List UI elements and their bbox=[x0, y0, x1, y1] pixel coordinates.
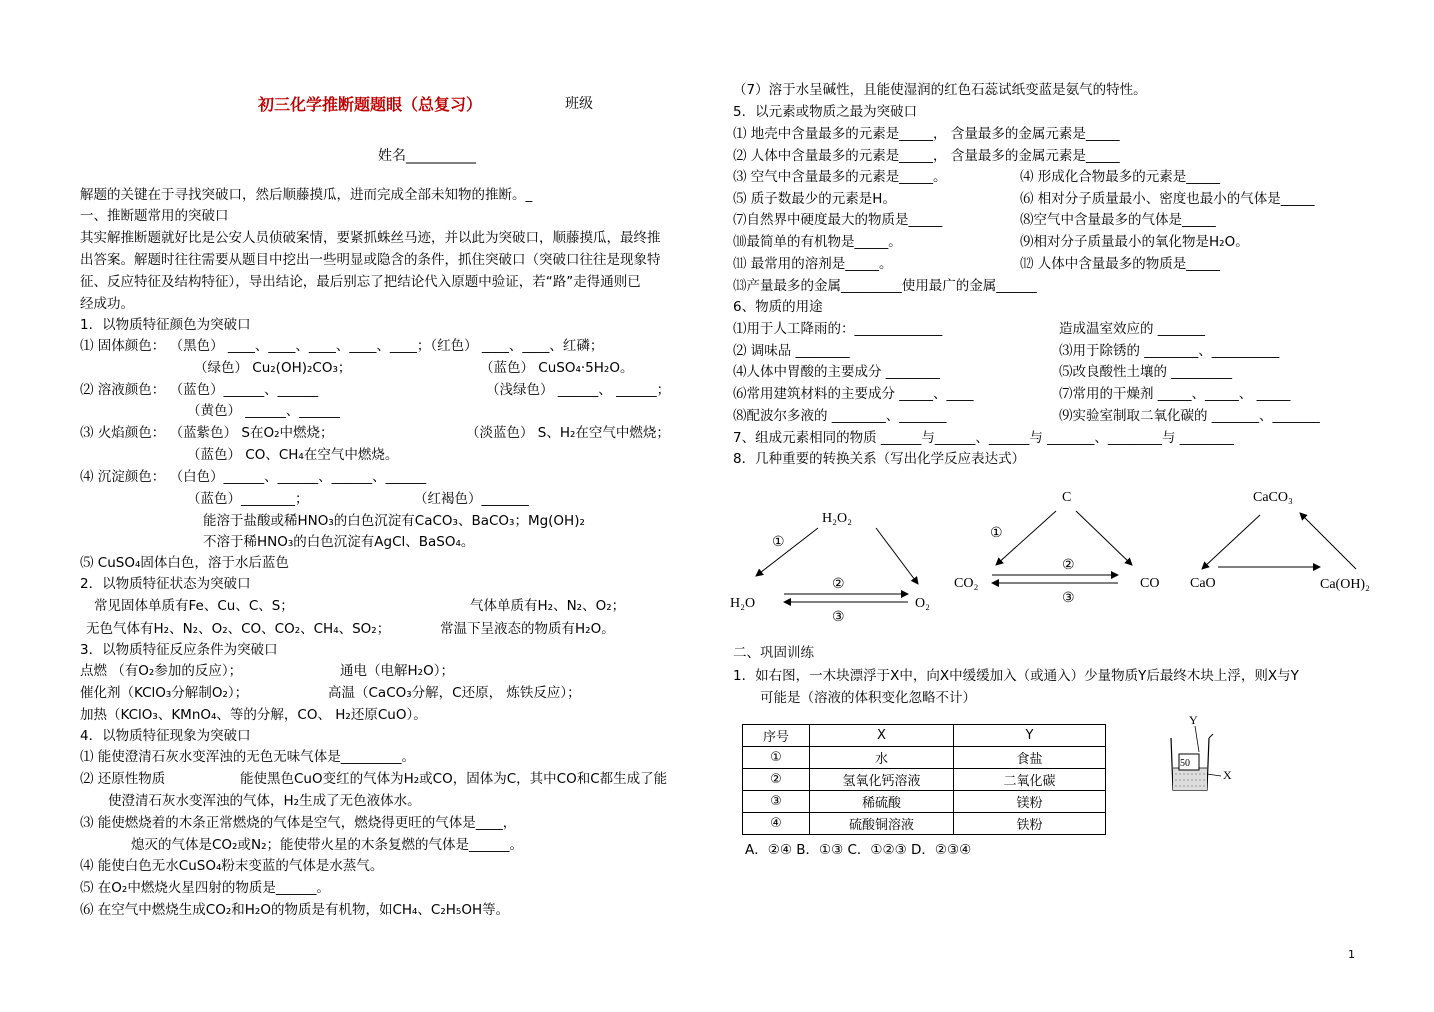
answer-options: A．②④ B．①③ C．①②③ D．②③④ bbox=[745, 842, 972, 858]
node-co: CO bbox=[1140, 576, 1160, 591]
table-cell: 铁粉 bbox=[954, 813, 1106, 835]
text-line: ⑹ 在空气中燃烧生成CO₂和H₂O的物质是有机物，如CH₄、C₂H₅OH等。 bbox=[80, 902, 510, 918]
text-line: 点燃 （有O₂参加的反应）； bbox=[80, 663, 243, 679]
table-cell: ③ bbox=[743, 791, 810, 813]
intro-line: 解题的关键在于寻找突破口，然后顺藤摸瓜，进而完成全部未知物的推断。_ bbox=[80, 187, 533, 203]
text-line: 不溶于稀HNO₃的白色沉淀有AgCl、BaSO₄。 bbox=[203, 534, 475, 550]
text-line: ⑶ 能使燃烧着的木条正常燃烧的气体是空气，燃烧得更旺的气体是____， bbox=[80, 815, 517, 831]
node-caoh2: Ca(OH)₂ bbox=[1320, 577, 1370, 592]
text-line: 其实解推断题就好比是公安人员侦破案情，要紧抓蛛丝马迹，并以此为突破口，顺藤摸瓜，最终推 bbox=[80, 230, 661, 246]
table-header-row bbox=[743, 725, 1106, 747]
text-line: ⑵ 还原性物质 bbox=[80, 771, 166, 787]
text-line: （黄色） ______、______ bbox=[187, 403, 340, 419]
label-x: X bbox=[1223, 768, 1232, 782]
label-3: ③ bbox=[1062, 591, 1075, 606]
section-heading: 一、推断题常用的突破口 bbox=[80, 208, 229, 224]
subsection-heading: 8．几种重要的转换关系（写出化学反应表达式） bbox=[733, 451, 1026, 467]
name-label: 姓名__________ bbox=[378, 148, 476, 164]
page-number: 1 bbox=[1348, 948, 1355, 961]
diagram-carbon bbox=[952, 485, 1172, 615]
text-line: ⑵ 溶液颜色： （蓝色）______、______ bbox=[80, 382, 319, 398]
text-line: ⑾ 最常用的溶剂是_____。 bbox=[733, 256, 893, 272]
text-line: 熄灭的气体是CO₂或N₂；能使带火星的木条复燃的气体是______。 bbox=[131, 837, 523, 853]
section-heading: 二、巩固训练 bbox=[733, 645, 814, 661]
table-cell: 稀硫酸 bbox=[810, 791, 954, 813]
text-line: ⑹ 相对分子质量最小、密度也最小的气体是_____ bbox=[1020, 191, 1315, 207]
text-line: 出答案。解题时往往需要从题目中挖出一些明显或隐含的条件，抓住突破口（突破口往往是现象特 bbox=[80, 252, 661, 268]
label-1: ① bbox=[772, 535, 785, 550]
table-cell: 二氧化碳 bbox=[954, 769, 1106, 791]
text-line: 常温下呈液态的物质有H₂O。 bbox=[440, 621, 615, 637]
text-line: 能溶于盐酸或稀HNO₃的白色沉淀有CaCO₃、BaCO₃；Mg(OH)₂ bbox=[203, 513, 585, 529]
text-line: 征、反应特征及结构特征），导出结论，最后别忘了把结论代入原题中验证，若“路”走得通则已 bbox=[80, 274, 641, 290]
text-line: ⑴ 能使澄清石灰水变浑浊的无色无味气体是_________。 bbox=[80, 749, 416, 765]
text-line: ⑸ CuSO₄固体白色，溶于水后蓝色 bbox=[80, 555, 289, 571]
table-row bbox=[743, 791, 1106, 813]
text-line: 常见固体单质有Fe、Cu、C、S； bbox=[94, 598, 294, 614]
table-cell: 镁粉 bbox=[954, 791, 1106, 813]
node-h2o2: H₂O₂ bbox=[822, 511, 852, 526]
text-line: 气体单质有H₂、N₂、O₂； bbox=[470, 598, 626, 614]
label-2: ② bbox=[832, 577, 845, 592]
node-caco3: CaCO₃ bbox=[1253, 490, 1293, 505]
text-line: ⑹常用建筑材料的主要成分 _____、____ bbox=[733, 386, 974, 402]
diagram-h2o2 bbox=[730, 500, 950, 630]
text-line: ⑴用于人工降雨的：_____________ bbox=[733, 321, 943, 337]
text-line: ⑷ 沉淀颜色： （白色）______、______、______、______ bbox=[80, 469, 427, 485]
text-line: ⑵ 调味品 ________ bbox=[733, 343, 850, 359]
label-1: ① bbox=[990, 526, 1003, 541]
table-row bbox=[743, 747, 1106, 769]
text-line: 高温（CaCO₃分解，C还原， 炼铁反应）； bbox=[328, 685, 581, 701]
node-c: C bbox=[1062, 490, 1072, 505]
question-line: 可能是（溶液的体积变化忽略不计） bbox=[760, 690, 976, 706]
text-line: ⑿ 人体中含量最多的物质是_____ bbox=[1020, 256, 1221, 272]
diagram-calcium bbox=[1188, 485, 1388, 605]
subsection-heading: 6、物质的用途 bbox=[733, 299, 823, 315]
table-header-cell: Y bbox=[954, 725, 1106, 747]
class-label: 班级 bbox=[565, 96, 593, 112]
text-line: ⒀产量最多的金属_________使用最广的金属______ bbox=[733, 278, 1037, 294]
node-co2: CO₂ bbox=[954, 576, 979, 591]
table-cell: 食盐 bbox=[954, 747, 1106, 769]
text-line: （浅绿色） ______、 ______； bbox=[486, 382, 671, 398]
question-line: 1．如右图，一木块漂浮于X中，向X中缓缓加入（或通入）少量物质Y后最终木块上浮，则X与Y bbox=[733, 668, 1299, 684]
text-line: ⑷ 形成化合物最多的元素是_____ bbox=[1020, 169, 1221, 185]
subsection-heading: 4．以物质特征现象为突破口 bbox=[80, 728, 251, 744]
node-cao: CaO bbox=[1190, 576, 1216, 591]
table-cell: ④ bbox=[743, 813, 810, 835]
text-line: ⑴ 地壳中含量最多的元素是_____， 含量最多的金属元素是_____ bbox=[733, 126, 1120, 142]
text-line: （绿色） Cu₂(OH)₂CO₃； bbox=[194, 360, 352, 376]
table-row bbox=[743, 769, 1106, 791]
text-line: ⑴ 固体颜色： （黑色） ____、____、____、____、____；（红色） ____、____、红磷； bbox=[80, 338, 604, 354]
text-line: （红褐色）_______ bbox=[414, 491, 529, 507]
text-line: 通电（电解H₂O）； bbox=[340, 663, 454, 679]
text-line: 7、组成元素相同的物质 ______与______、______与 _______、________与 ________ bbox=[733, 430, 1234, 446]
text-line: ⑼实验室制取二氧化碳的 _______、_______ bbox=[1059, 408, 1320, 424]
text-line: ⑷ 能使白色无水CuSO₄粉末变蓝的气体是水蒸气。 bbox=[80, 858, 384, 874]
text-line: 能使黑色CuO变红的气体为H₂或CO，固体为C，其中CO和C都生成了能 bbox=[240, 771, 668, 787]
subsection-heading: 1．以物质特征颜色为突破口 bbox=[80, 317, 251, 333]
table-header-cell: X bbox=[810, 725, 954, 747]
text-line: ⑵ 人体中含量最多的元素是_____， 含量最多的金属元素是_____ bbox=[733, 148, 1120, 164]
text-line: ⑼相对分子质量最小的氧化物是H₂O。 bbox=[1020, 234, 1249, 250]
beaker-mark: 50 bbox=[1180, 758, 1190, 769]
text-line: （蓝色） CO、CH₄在空气中燃烧。 bbox=[187, 447, 399, 463]
text-line: 加热（KClO₃、KMnO₄、等的分解，CO、 H₂还原CuO）。 bbox=[80, 707, 427, 723]
text-line: ⑻配波尔多液的 ________、_______ bbox=[733, 408, 947, 424]
text-line: ⑸ 在O₂中燃烧火星四射的物质是______。 bbox=[80, 880, 330, 896]
text-line: ⑻空气中含量最多的气体是_____ bbox=[1020, 212, 1216, 228]
text-line: ⑶ 火焰颜色： （蓝紫色） S在O₂中燃烧； bbox=[80, 425, 334, 441]
text-line: ⑽最简单的有机物是_____。 bbox=[733, 234, 902, 250]
table-cell: ① bbox=[743, 747, 810, 769]
text-line: ⑺常用的干燥剂 _____、_____、 _____ bbox=[1059, 386, 1291, 402]
text-line: 经成功。 bbox=[80, 296, 134, 312]
page-title: 初三化学推断题题眼（总复习） bbox=[258, 95, 483, 114]
text-line: ⑶用于除锈的 ________、__________ bbox=[1059, 343, 1280, 359]
table-cell: ② bbox=[743, 769, 810, 791]
table-cell: 氢氧化钙溶液 bbox=[810, 769, 954, 791]
beaker-figure bbox=[1165, 710, 1245, 795]
text-line: 催化剂（KClO₃分解制O₂）； bbox=[80, 685, 249, 701]
text-line: 造成温室效应的 _______ bbox=[1059, 321, 1206, 337]
label-y: Y bbox=[1189, 713, 1198, 727]
text-line: （蓝色） CuSO₄·5H₂O。 bbox=[480, 360, 634, 376]
text-line: ⑺自然界中硬度最大的物质是_____ bbox=[733, 212, 943, 228]
subsection-heading: 5．以元素或物质之最为突破口 bbox=[733, 104, 918, 120]
node-o2: O₂ bbox=[915, 596, 930, 611]
text-line: ⑸ 质子数最少的元素是H。 bbox=[733, 191, 896, 207]
text-line: ⑷人体中胃酸的主要成分 ________ bbox=[733, 364, 940, 380]
text-line: （淡蓝色） S、H₂在空气中燃烧； bbox=[466, 425, 670, 441]
node-h2o: H₂O bbox=[730, 596, 756, 611]
text-line: ⑶ 空气中含量最多的元素是_____。 bbox=[733, 169, 947, 185]
subsection-heading: 3．以物质特征反应条件为突破口 bbox=[80, 642, 278, 658]
table-header-cell: 序号 bbox=[743, 725, 810, 747]
text-line: （7）溶于水呈碱性，且能使湿润的红色石蕊试纸变蓝是氨气的特性。 bbox=[733, 82, 1147, 98]
text-line: 无色气体有H₂、N₂、O₂、CO、CO₂、CH₄、SO₂； bbox=[86, 621, 391, 637]
table-cell: 水 bbox=[810, 747, 954, 769]
text-line: 使澄清石灰水变浑浊的气体，H₂生成了无色液体水。 bbox=[108, 793, 421, 809]
text-line: （蓝色）________； bbox=[187, 491, 309, 507]
answer-table bbox=[742, 724, 1106, 835]
label-3: ③ bbox=[832, 610, 845, 625]
subsection-heading: 2．以物质特征状态为突破口 bbox=[80, 576, 251, 592]
text-line: ⑸改良酸性土壤的 _________ bbox=[1059, 364, 1233, 380]
table-row bbox=[743, 813, 1106, 835]
table-cell: 硫酸铜溶液 bbox=[810, 813, 954, 835]
label-2: ② bbox=[1062, 558, 1075, 573]
